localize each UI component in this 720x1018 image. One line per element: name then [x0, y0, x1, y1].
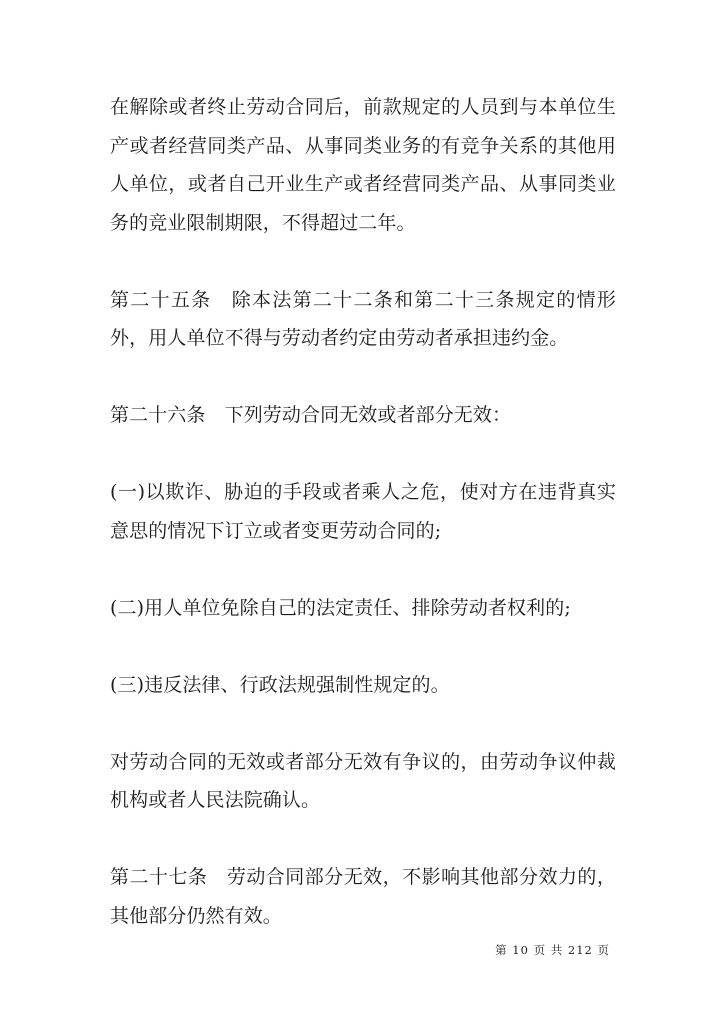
paragraph-article-25: 第二十五条 除本法第二十二条和第二十三条规定的情形外，用人单位不得与劳动者约定由劳动者承担违约金。 [110, 288, 616, 349]
paragraph-gap [110, 242, 616, 281]
paragraph-gap [110, 435, 616, 474]
paragraph-gap [110, 550, 616, 589]
paragraph-item-2: (二)用人单位免除自己的法定责任、排除劳动者权利的; [110, 596, 571, 619]
document-body [110, 88, 616, 935]
paragraph-article-26: 第二十六条 下列劳动合同无效或者部分无效： [110, 404, 512, 426]
paragraph-item-1: (一)以欺诈、胁迫的手段或者乘人之危，使对方在违背真实意思的情况下订立或者变更劳动合同的; [110, 481, 616, 542]
paragraph-gap [110, 627, 616, 666]
paragraph-gap [110, 358, 616, 397]
paragraph-gap [110, 704, 616, 743]
page-number-footer: 第 10 页 共 212 页 [495, 943, 610, 957]
paragraph-gap [110, 820, 616, 859]
paragraph-item-3: (三)违反法律、行政法规强制性规定的。 [110, 673, 450, 696]
paragraph-article-27: 第二十七条 劳动合同部分无效，不影响其他部分效力的，其他部分仍然有效。 [110, 866, 616, 927]
paragraph-noncompete-term: 在解除或者终止劳动合同后，前款规定的人员到与本单位生产或者经营同类产品、从事同类业务的有竞争关系的其他用人单位，或者自己开业生产或者经营同类产品、从事同类业务的竞业限制期限，不得超过二年。 [110, 96, 616, 234]
paragraph-dispute-confirmation: 对劳动合同的无效或者部分无效有争议的，由劳动争议仲裁机构或者人民法院确认。 [110, 750, 616, 811]
